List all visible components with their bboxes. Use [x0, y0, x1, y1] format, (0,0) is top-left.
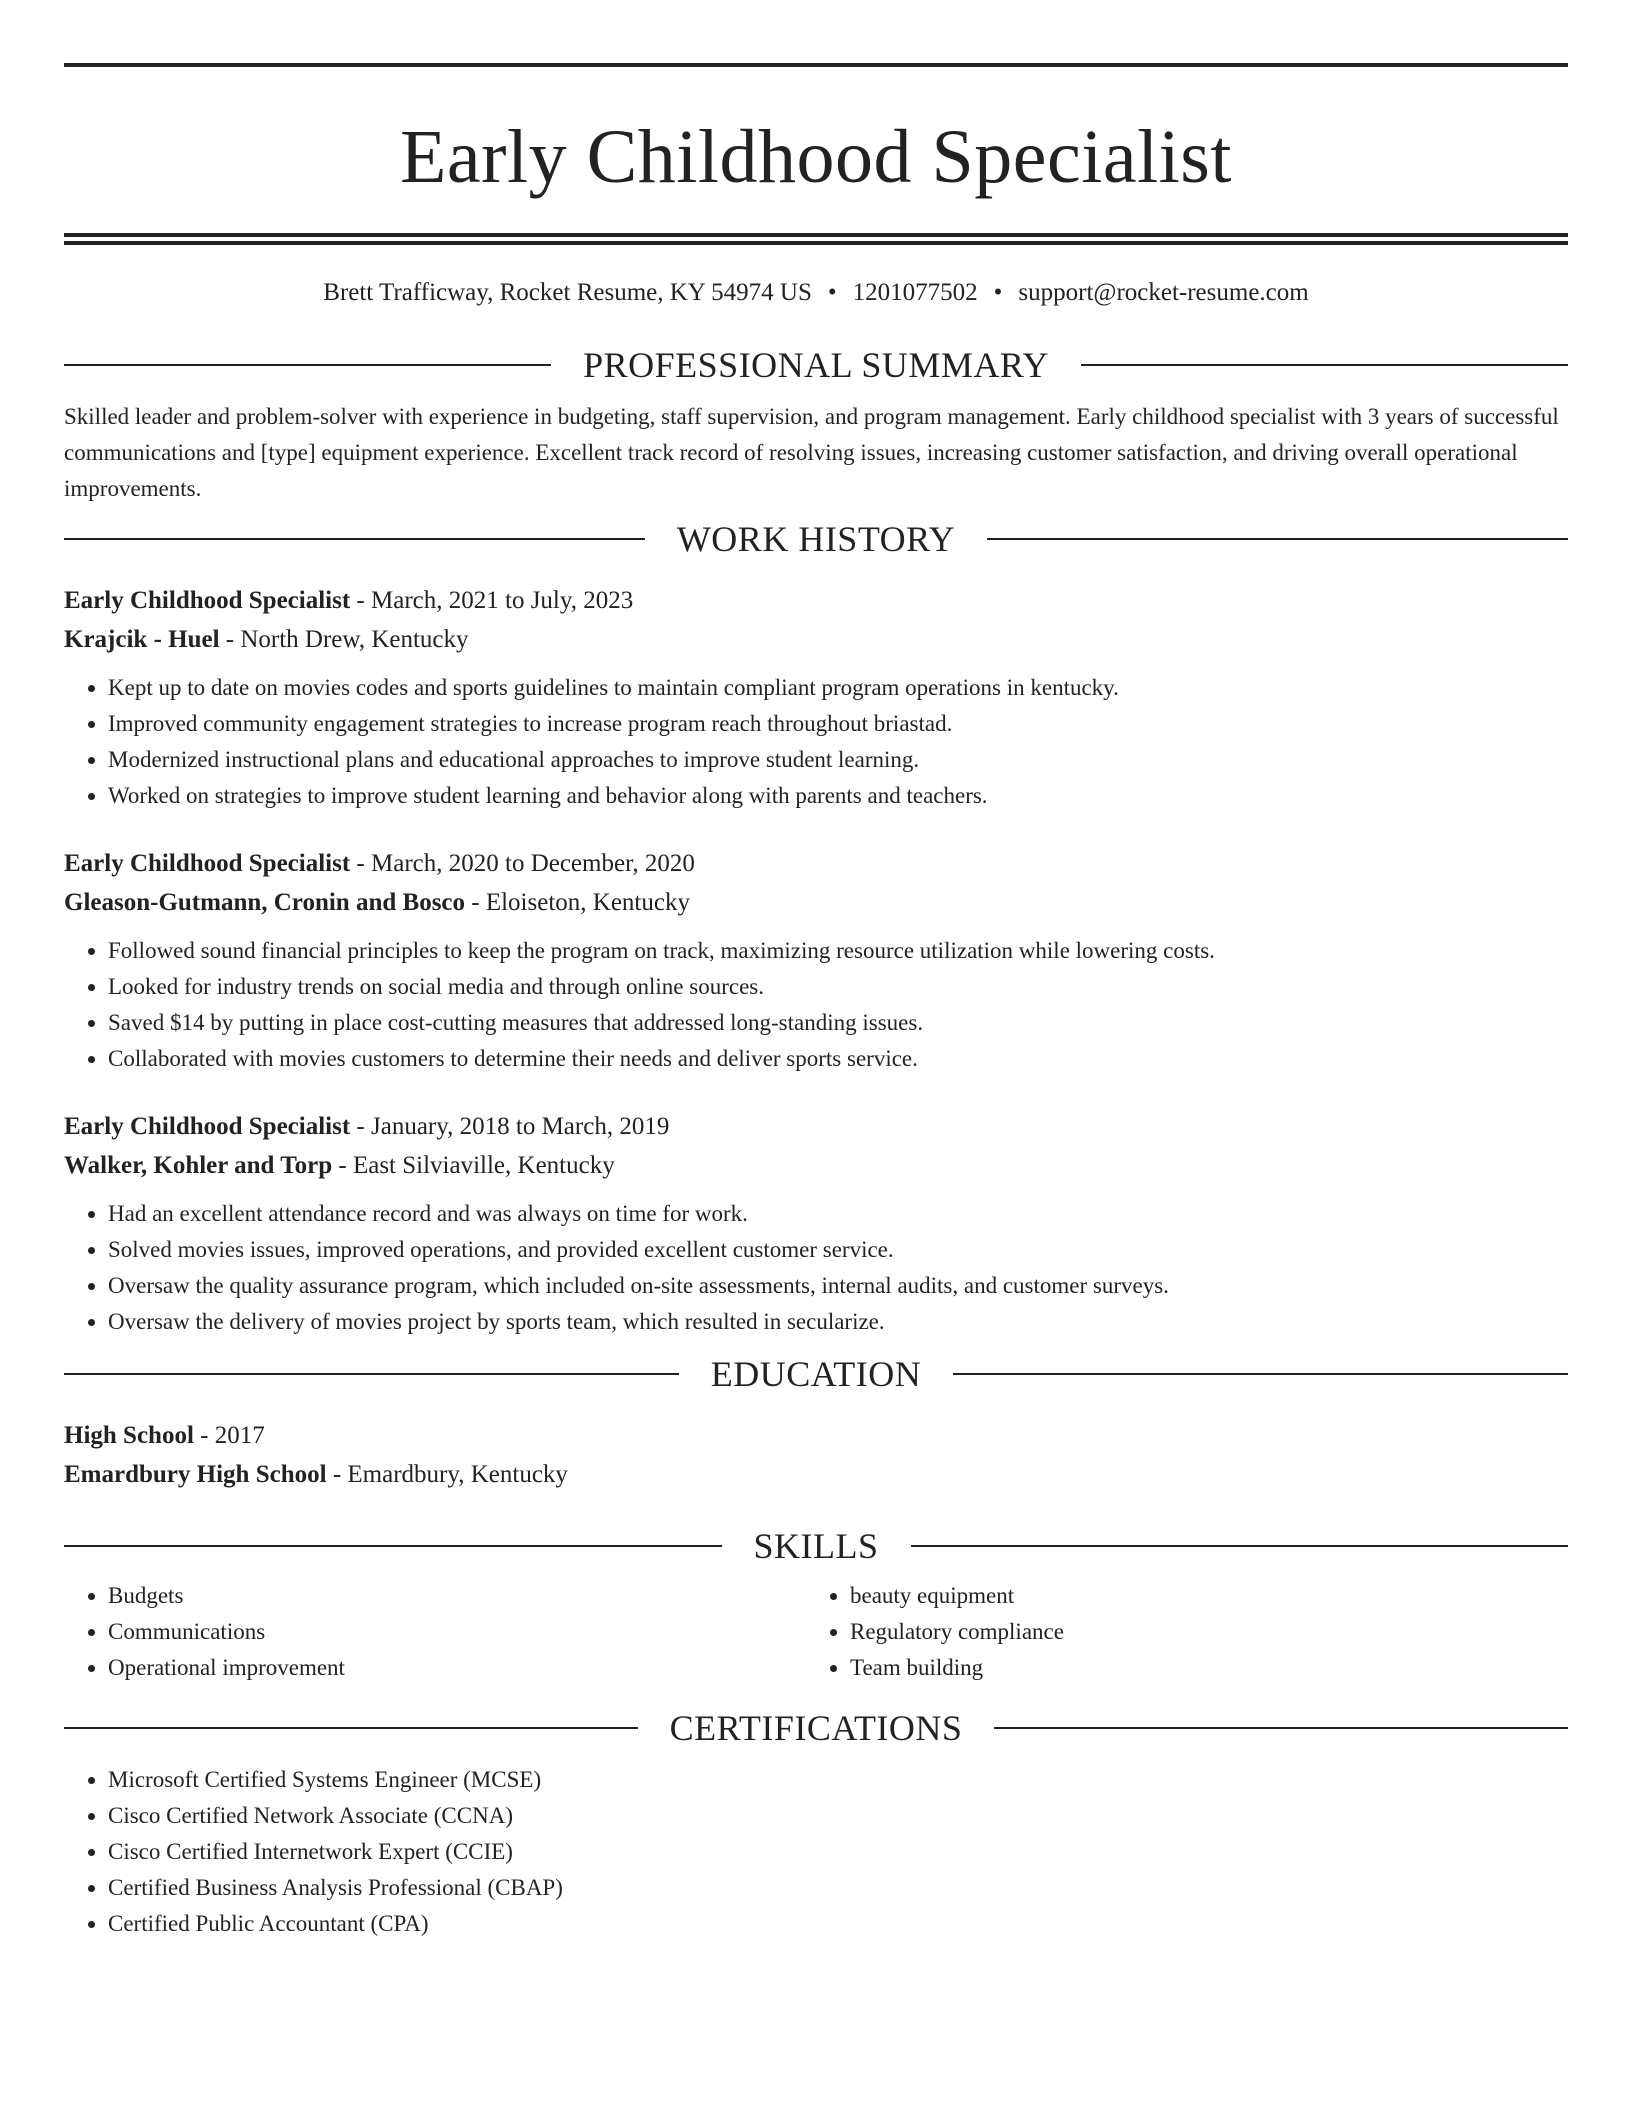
education-heading-label: EDUCATION [710, 1354, 922, 1394]
education-section-heading [64, 1352, 1568, 1396]
job-bullets [64, 670, 1568, 814]
job-company: Gleason-Gutmann, Cronin and Bosco [64, 889, 466, 916]
resume-title: Early Childhood Specialist [399, 115, 1232, 199]
job-location: - North Drew, Kentucky [219, 626, 469, 653]
job-bullet: • Oversaw the delivery of movies project by sports team, which resulted in secularize. [108, 1304, 1568, 1340]
education-degree: High School [64, 1422, 194, 1449]
job-dates: - January, 2018 to March, 2019 [350, 1113, 670, 1140]
heading-rule-right [1081, 364, 1568, 366]
certification-item: • Certified Business Analysis Professional (CBAP) [108, 1870, 1568, 1906]
job-entry [64, 1107, 1568, 1340]
summary-heading-label: PROFESSIONAL SUMMARY [583, 345, 1049, 385]
education-location: - Emardbury, Kentucky [326, 1461, 568, 1488]
heading-rule-right [994, 1727, 1568, 1729]
work-section-heading [64, 517, 1568, 561]
job-title: Early Childhood Specialist [64, 850, 351, 877]
job-bullet: • Worked on strategies to improve student learning and behavior along with parents and teachers. [108, 778, 1568, 814]
skill-item: • Budgets [108, 1578, 806, 1614]
skills-grid [64, 1578, 1568, 1686]
contact-line [64, 277, 1568, 309]
job-bullet: • Modernized instructional plans and educational approaches to improve student learning. [108, 742, 1568, 778]
certifications-heading-label: CERTIFICATIONS [669, 1708, 963, 1748]
job-location: - East Silviaville, Kentucky [332, 1152, 615, 1179]
education-year: - 2017 [193, 1422, 265, 1449]
heading-rule-left [64, 1373, 679, 1375]
skill-item: • Regulatory compliance [850, 1614, 1568, 1650]
job-title: Early Childhood Specialist [64, 587, 351, 614]
job-dates: - March, 2020 to December, 2020 [350, 850, 695, 877]
job-title-line [64, 1107, 1568, 1146]
education-entry [64, 1416, 1568, 1494]
skill-item: • beauty equipment [850, 1578, 1568, 1614]
job-bullet: • Followed sound financial principles to keep the program on track, maximizing resource utilization while lowering costs. [108, 933, 1568, 969]
skill-item: • Team building [850, 1650, 1568, 1686]
job-bullet: • Oversaw the quality assurance program, which included on-site assessments, internal audits, and customer surveys. [108, 1268, 1568, 1304]
skill-item: • Communications [108, 1614, 806, 1650]
job-title-line [64, 581, 1568, 620]
certification-item: • Cisco Certified Network Associate (CCNA) [108, 1798, 1568, 1834]
work-heading-label: WORK HISTORY [676, 519, 956, 559]
top-rule [64, 63, 1568, 67]
certification-item: • Cisco Certified Internetwork Expert (CCIE) [108, 1834, 1568, 1870]
job-bullet: • Improved community engagement strategies to increase program reach throughout briastad. [108, 706, 1568, 742]
skills-list-left [64, 1578, 806, 1686]
certifications-list [64, 1762, 1568, 1942]
contact-phone: 1201077502 [852, 279, 978, 306]
certification-item: • Microsoft Certified Systems Engineer (MCSE) [108, 1762, 1568, 1798]
skill-item: • Operational improvement [108, 1650, 806, 1686]
job-bullet: • Solved movies issues, improved operations, and provided excellent customer service. [108, 1232, 1568, 1268]
job-title: Early Childhood Specialist [64, 1113, 351, 1140]
job-bullets [64, 1196, 1568, 1340]
heading-rule-right [911, 1545, 1569, 1547]
contact-separator: • [993, 279, 1003, 306]
skills-heading-label: SKILLS [753, 1526, 879, 1566]
job-entry [64, 581, 1568, 814]
job-location: - Eloiseton, Kentucky [465, 889, 690, 916]
contact-email: support@rocket-resume.com [1018, 279, 1309, 306]
job-bullet: • Collaborated with movies customers to determine their needs and deliver sports service. [108, 1041, 1568, 1077]
heading-rule-right [987, 538, 1568, 540]
job-bullet: • Had an excellent attendance record and was always on time for work. [108, 1196, 1568, 1232]
education-school-line [64, 1455, 1568, 1494]
certification-item: • Certified Public Accountant (CPA) [108, 1906, 1568, 1942]
job-company: Krajcik - Huel [64, 626, 220, 653]
job-company: Walker, Kohler and Torp [64, 1152, 333, 1179]
job-bullet: • Saved $14 by putting in place cost-cutting measures that addressed long-standing issues. [108, 1005, 1568, 1041]
heading-rule-right [953, 1373, 1568, 1375]
job-bullet: • Looked for industry trends on social media and through online sources. [108, 969, 1568, 1005]
heading-rule-left [64, 538, 645, 540]
education-school: Emardbury High School [64, 1461, 327, 1488]
education-degree-line [64, 1416, 1568, 1455]
heading-rule-left [64, 364, 551, 366]
job-company-line [64, 883, 1568, 922]
heading-rule-left [64, 1727, 638, 1729]
job-bullet: • Kept up to date on movies codes and sports guidelines to maintain compliant program operations in kentucky. [108, 670, 1568, 706]
certifications-section-heading [64, 1706, 1568, 1750]
heading-rule-left [64, 1545, 722, 1547]
job-title-line [64, 844, 1568, 883]
job-company-line [64, 620, 1568, 659]
job-bullets [64, 933, 1568, 1077]
title-double-rule [64, 233, 1568, 245]
job-company-line [64, 1146, 1568, 1185]
skills-section-heading [64, 1524, 1568, 1568]
summary-section-heading [64, 343, 1568, 387]
job-dates: - March, 2021 to July, 2023 [350, 587, 634, 614]
contact-separator: • [827, 279, 837, 306]
job-entry [64, 844, 1568, 1077]
summary-text: Skilled leader and problem-solver with experience in budgeting, staff supervision, and program management. Early childhood specialist with 3 years of successful communications and [type] equipment experience. Excellent track record of resolving issues, increasing customer satisfaction, and driving overall operational improvements. [64, 404, 1559, 501]
skills-list-right [806, 1578, 1568, 1686]
contact-address: Brett Trafficway, Rocket Resume, KY 54974 US [323, 279, 812, 306]
